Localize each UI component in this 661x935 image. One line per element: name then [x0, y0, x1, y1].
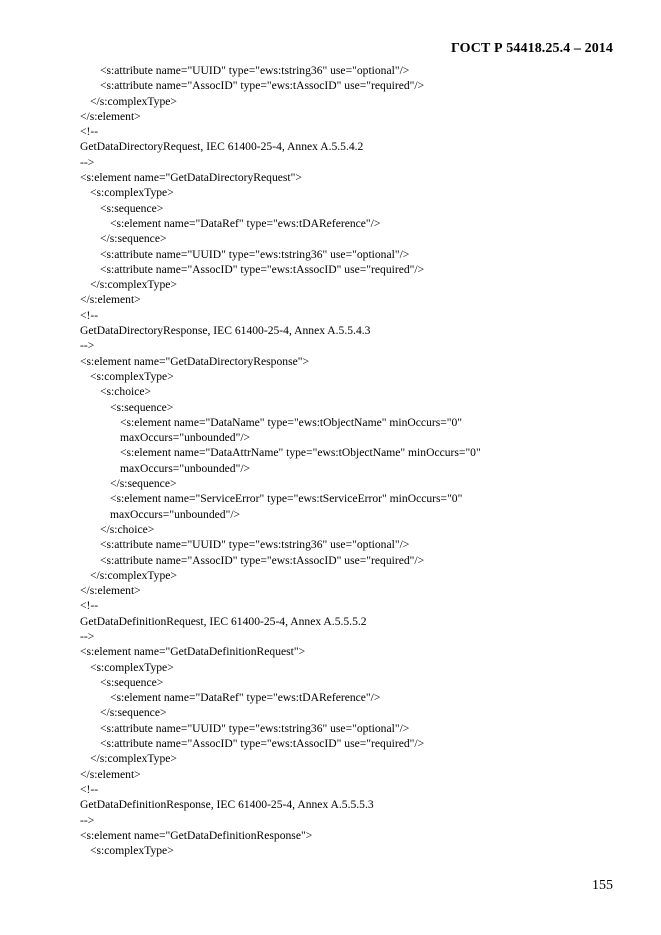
code-line: <s:complexType> — [90, 369, 174, 383]
code-line: <s:element name="GetDataDirectoryRequest"> — [80, 171, 302, 185]
code-line: <s:element name="GetDataDefinitionRequest"> — [80, 645, 306, 659]
code-line: GetDataDirectoryResponse, IEC 61400-25-4, Annex A.5.5.4.3 — [80, 324, 371, 338]
code-line: <s:element name="ServiceError" type="ews:tServiceError" minOccurs="0" — [110, 492, 463, 506]
code-line: <s:element name="DataAttrName" type="ews:tObjectName" minOccurs="0" — [120, 446, 481, 460]
code-line: <s:attribute name="AssocID" type="ews:tAssocID" use="required"/> — [100, 79, 425, 93]
code-line: <s:attribute name="UUID" type="ews:tstring36" use="optional"/> — [100, 538, 410, 552]
code-line: <s:element name="GetDataDirectoryResponse"> — [80, 354, 309, 368]
code-line: </s:choice> — [100, 522, 155, 536]
code-line: </s:element> — [80, 109, 141, 123]
code-line: --> — [80, 155, 95, 169]
code-line: </s:sequence> — [100, 706, 167, 720]
xml-listing — [80, 63, 640, 858]
code-line: <s:element name="DataRef" type="ews:tDAReference"/> — [110, 691, 381, 705]
code-line: --> — [80, 629, 95, 643]
code-line: </s:element> — [80, 767, 141, 781]
code-line: <s:element name="GetDataDefinitionResponse"> — [80, 828, 313, 842]
code-line: <s:attribute name="AssocID" type="ews:tAssocID" use="required"/> — [100, 262, 425, 276]
code-line: --> — [80, 339, 95, 353]
code-line: <s:sequence> — [100, 675, 164, 689]
code-line: <!-- — [80, 125, 99, 139]
code-line: <s:element name="DataName" type="ews:tObjectName" minOccurs="0" — [120, 415, 463, 429]
code-line: maxOccurs="unbounded"/> — [120, 461, 251, 475]
code-line: </s:element> — [80, 584, 141, 598]
code-line: <s:attribute name="AssocID" type="ews:tAssocID" use="required"/> — [100, 553, 425, 567]
code-line: <s:attribute name="AssocID" type="ews:tAssocID" use="required"/> — [100, 737, 425, 751]
code-line: <s:complexType> — [90, 186, 174, 200]
code-line: <!-- — [80, 308, 99, 322]
code-line: <!-- — [80, 782, 99, 796]
document-header: ГОСТ Р 54418.25.4 – 2014 — [450, 41, 613, 56]
code-line: <s:element name="DataRef" type="ews:tDAReference"/> — [110, 216, 381, 230]
code-line: --> — [80, 813, 95, 827]
code-line: <s:sequence> — [110, 400, 174, 414]
code-line: <s:attribute name="UUID" type="ews:tstring36" use="optional"/> — [100, 247, 410, 261]
code-line: <s:complexType> — [90, 660, 174, 674]
code-line: maxOccurs="unbounded"/> — [110, 507, 241, 521]
code-line: <!-- — [80, 599, 99, 613]
code-line: <s:attribute name="UUID" type="ews:tstring36" use="optional"/> — [100, 64, 410, 77]
code-line: </s:complexType> — [90, 752, 177, 766]
code-line: </s:complexType> — [90, 278, 177, 292]
code-line: <s:choice> — [100, 385, 152, 399]
code-line: GetDataDirectoryRequest, IEC 61400-25-4, Annex A.5.5.4.2 — [80, 140, 364, 154]
code-line: </s:complexType> — [90, 94, 177, 108]
code-line: </s:sequence> — [100, 232, 167, 246]
code-line: GetDataDefinitionResponse, IEC 61400-25-4, Annex A.5.5.5.3 — [80, 798, 374, 812]
code-line: <s:complexType> — [90, 844, 174, 858]
code-line: maxOccurs="unbounded"/> — [120, 431, 251, 445]
code-line: GetDataDefinitionRequest, IEC 61400-25-4, Annex A.5.5.5.2 — [80, 614, 367, 628]
page-number: 155 — [592, 878, 613, 893]
code-line: </s:sequence> — [110, 477, 177, 491]
code-line: <s:sequence> — [100, 201, 164, 215]
code-line: </s:complexType> — [90, 568, 177, 582]
code-line: <s:attribute name="UUID" type="ews:tstring36" use="optional"/> — [100, 721, 410, 735]
code-line: </s:element> — [80, 293, 141, 307]
